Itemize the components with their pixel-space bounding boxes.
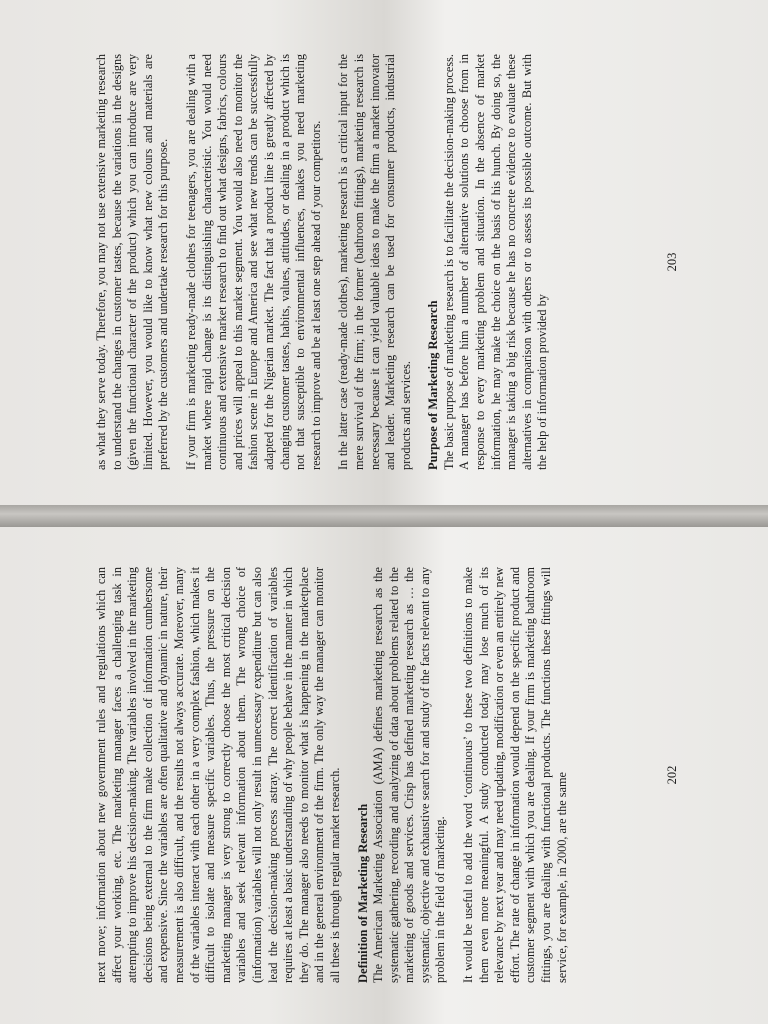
page-202-paragraph-3: It would be useful to add the word ‘continuous’ to these two definitions to make them even more meaningful. A study conducted today may lose much of its relevance by next year and may need updating, modification or even an entirely new effort. The rate of change in information would depend on the specific product and customer segment with which you are dealing. If your firm is marketing bathroom fittings, you are dealing with functional products. The functions these fittings will service, for example, in 2000, are the same xyxy=(461,567,569,983)
page-202-paragraph-2: The American Marketing Association (AMA) defines marketing research as the systematic gathering, recording and analyzing of data about problems related to the marketing of goods and services. Crisp has defined marketing research as … the systematic, objective and exhaustive search for and study of the facts relevant to any problem in the field of marketing. xyxy=(371,567,448,983)
heading-purpose-of-marketing-research: Purpose of Marketing Research xyxy=(426,300,441,470)
page-number-203: 203 xyxy=(665,252,679,272)
page-202 xyxy=(84,555,684,995)
page-203-paragraph-1: as what they serve today. Therefore, you may not use extensive marketing research to understand the changes in customer tastes, because the variations in the designs (given the functional character of the product) which you can introduce are very limited. However, you would like to know what new colours and materials are preferred by the customers and undertake research for this purpose. xyxy=(94,54,171,470)
page-203-paragraph-3: In the latter case (ready-made clothes), marketing research is a critical input for the mere survival of the firm; in the former (bathroom fittings), marketing research is necessary because it can yield valuable ideas to make the firm a market innovator and leader. Marketing research can be used for consumer products, industrial products and services. xyxy=(336,54,413,470)
page-number-202: 202 xyxy=(665,765,679,785)
page-202-paragraph-1: next move; information about new government rules and regulations which can affect your working, etc. The marketing manager faces a challenging task in attempting to improve his decision-making. The variables involved in the marketing decisions being external to the firm make collection of information cumbersome and expensive. Since the variables are often qualitative and dynamic in nature, their measurement is also difficult, and the results not always accurate. Moreover, many of the variables interact with each other in a very complex fashion, which makes it difficult to isolate and measure specific variables. Thus, the pressure on the marketing manager is very strong to correctly choose the most critical decision variables and seek relevant information about them. The wrong choice of (information) variables will not only result in unnecessary expenditure but can also lead the decision-making process astray. The correct identification of variables requires at least a basic understanding of why people behave in the manner in which they do. The manager also needs to monitor what is happening in the marketplace and in the general environment of the firm. The only way the manager can monitor all these is through regular market research. xyxy=(94,567,342,983)
book-spine-shadow xyxy=(0,505,768,527)
page-203 xyxy=(84,42,684,482)
page-203-paragraph-2: If your firm is marketing ready-made clothes for teenagers, you are dealing with a market where rapid change is its distinguishing characteristic. You would need continuous and extensive market research to find out what designs, fabrics, colours and prices will appeal to this market segment. You would also need to monitor the fashion scene in Europe and America and see what new trends can be successfully adapted for the Nigerian market. The fact that a product line is greatly affected by changing customer tastes, habits, values, attitudes, or dealing in a product which is not that susceptible to environmental influences, makes you need marketing research to improve and be at least one step ahead of your competitors. xyxy=(183,54,323,470)
heading-definition-of-marketing-research: Definition of Marketing Research xyxy=(355,803,370,983)
page-203-paragraph-4: The basic purpose of marketing research is to facilitate the decision-making process. A manager has before him a number of alternative solutions to choose from in response to every marketing problem and situation. In the absence of market information, he may make the choice on the basis of his hunch. By doing so, the manager is taking a big risk because he has no concrete evidence to evaluate these alternatives in comparison with others or to assess its possible outcome. But with the help of information provided by xyxy=(441,54,550,470)
page-202-body xyxy=(84,555,570,995)
page-203-body xyxy=(84,42,551,482)
